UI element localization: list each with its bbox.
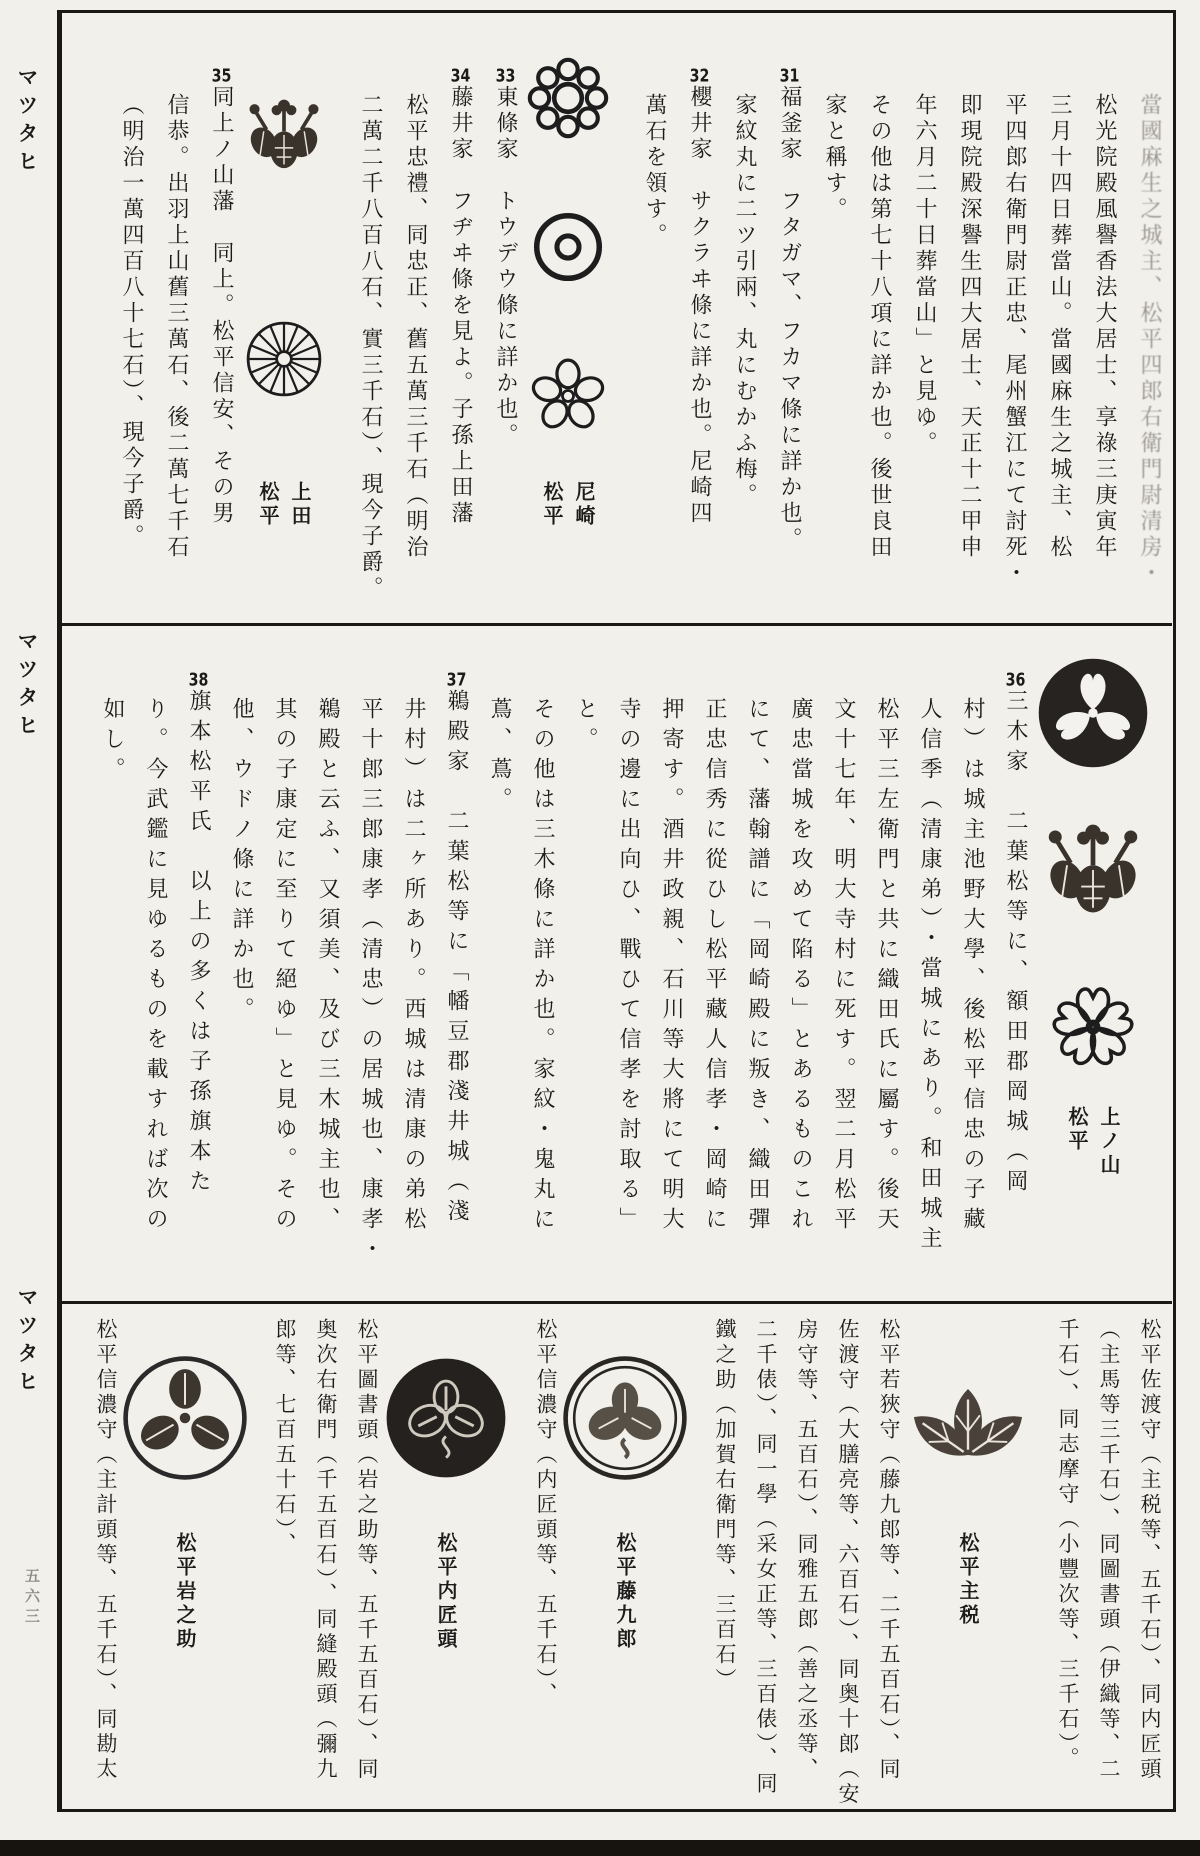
separator-line xyxy=(60,623,1172,626)
numbered-text-column: 31福釜家 フタガマ、フカマ條に詳か也。 xyxy=(777,67,802,553)
margin-label-matsutahi: マツタヒ xyxy=(15,1286,40,1398)
crest-icon-stack xyxy=(116,1352,254,1484)
text-column: 押寄す。酒井政親、石川等大將にて明大 xyxy=(659,697,684,1237)
crest-group xyxy=(1026,633,1160,1294)
text-column: 寺の邊に出向ひ、戰ひて信孝を討取る」 xyxy=(616,697,641,1237)
text-column: 村）は城主池野大學、後松平信忠の子藏 xyxy=(960,697,985,1237)
crest-icon-stack xyxy=(377,1352,515,1484)
text-column: 郎等、七百五十石）、 xyxy=(273,1318,297,1558)
crest-captions xyxy=(899,1532,1037,1628)
text-column: 松平信濃守（主計頭等、五千石）、同勘太 xyxy=(94,1318,118,1783)
text-column: 他、ウドノ條に詳か也。 xyxy=(229,697,254,1027)
page-number: 五六三 xyxy=(23,1568,41,1628)
band-3 xyxy=(60,1304,1172,1810)
band-1 xyxy=(60,13,1172,623)
text-column: 萬石を領す。 xyxy=(642,93,667,249)
item-number: 36 xyxy=(1005,671,1026,689)
text-column: 文十七年、明大寺村に死す。翌二月松平 xyxy=(831,697,856,1237)
crest-captions xyxy=(1026,1106,1160,1178)
text-column: 井村）は二ヶ所あり。西城は清康の弟松 xyxy=(401,697,426,1237)
text-column: と。 xyxy=(573,697,598,757)
margin-label-matsutahi: マツタヒ xyxy=(15,66,40,178)
text-column: その他は三木條に詳か也。家紋・鬼丸に xyxy=(530,697,555,1237)
crest-icon-stack xyxy=(232,23,336,471)
numbered-text-column: 38旗本松平氏 以上の多くは子孫旗本た xyxy=(186,671,211,1199)
text-column: 家紋丸に二ツ引兩、丸にむかふ梅。 xyxy=(732,93,757,509)
item-number: 38 xyxy=(188,671,209,689)
text-column: にて、藩翰譜に「岡崎殿に叛き、織田彈 xyxy=(745,697,770,1237)
text-column: 年六月二十日葬當山」と見ゆ。 xyxy=(912,93,937,457)
crest-group xyxy=(899,1310,1037,1804)
numbered-text-column: 36三木家 二葉松等に、額田郡岡城（岡 xyxy=(1003,671,1028,1199)
crest-caption: 上ノ山 xyxy=(1097,1106,1121,1178)
text-column: 鐵之助（加賀右衛門等、三百石） xyxy=(713,1318,737,1693)
text-column: 蔦、蔦。 xyxy=(487,697,512,817)
text-column: 即現院殿深譽生四大居士、天正十二甲申 xyxy=(957,93,982,561)
crest-icon-stack xyxy=(899,1352,1037,1484)
text-column: 千石）、同志摩守（小豐次等、三千石）。 xyxy=(1056,1318,1080,1772)
numbered-text-column: 34藤井家 フヂヰ條を見よ。子孫上田藩 xyxy=(448,67,473,527)
text-column: 其の子康定に至りて絕ゆ」と見ゆ。その xyxy=(272,697,297,1237)
item-number: 31 xyxy=(779,67,800,85)
crest-group xyxy=(556,1310,694,1804)
item-number: 34 xyxy=(450,67,471,85)
crest-captions xyxy=(377,1532,515,1652)
crest-group xyxy=(232,19,336,617)
text-column: 松平忠禮、同忠正、舊五萬三千石（明治 xyxy=(403,93,428,561)
kaji-leaf-crest-icon xyxy=(902,1352,1034,1484)
text-column: 松平三左衛門と共に織田氏に屬す。後天 xyxy=(874,697,899,1237)
text-column: 信恭。出羽上山舊三萬石、後二萬七千石 xyxy=(164,93,189,561)
kuro-maru-aoi-crest-icon xyxy=(380,1352,512,1484)
crest-caption: 松平主税 xyxy=(956,1532,980,1628)
kiku-crest-icon xyxy=(238,313,330,405)
maru-ni-katabami-crest-icon xyxy=(1034,654,1152,772)
text-column: 廣忠當城を攻めて陷る」とあるものこれ xyxy=(788,697,813,1237)
crest-group xyxy=(116,1310,254,1804)
text-column: 鵜殿と云ふ、又須美、及び三木城主也、 xyxy=(315,697,340,1237)
crest-captions xyxy=(116,1532,254,1652)
text-column: 正忠信秀に從ひし松平藏人信孝・岡崎に xyxy=(702,697,727,1237)
numbered-text-column: 33東條家 トウデウ條に詳か也。 xyxy=(493,67,518,449)
text-column: 平十郎三郎康孝（清忠）の居城也、康孝・ xyxy=(358,697,383,1267)
kiri-crest-icon xyxy=(1034,811,1152,929)
crest-captions xyxy=(516,481,620,529)
item-number: 33 xyxy=(495,67,516,85)
crest-caption: 松平 xyxy=(256,481,280,529)
text-column: 松平圖書頭（岩之助等、五千五百石）、同 xyxy=(355,1318,379,1783)
crest-caption: 松平岩之助 xyxy=(173,1532,197,1652)
crest-group xyxy=(516,19,620,617)
text-column: り。今武鑑に見ゆるものを載すれば次の xyxy=(143,697,168,1237)
maru-ni-mitsuba-crest-icon xyxy=(119,1352,251,1484)
text-column: （主馬等三千石）、同圖書頭（伊織等、二 xyxy=(1097,1318,1121,1783)
crest-caption: 松平 xyxy=(540,481,564,529)
text-column: 二萬二千八百八石、實三千石）、現今子爵。 xyxy=(358,93,383,602)
ume-blossom-crest-icon xyxy=(522,350,614,442)
item-number: 32 xyxy=(689,67,710,85)
text-column: 松平佐渡守（主税等、五千石）、同内匠頭 xyxy=(1138,1318,1162,1783)
kuyo-crest-icon xyxy=(522,52,614,144)
band-2 xyxy=(60,627,1172,1300)
text-column: その他は第七十八項に詳か也。後世良田 xyxy=(867,93,892,561)
crest-captions xyxy=(556,1532,694,1652)
text-column: 房守等、五百石）、同雅五郎（善之丞等、 xyxy=(795,1318,819,1783)
crest-icon-stack xyxy=(556,1352,694,1484)
numbered-text-column: 35同上ノ山藩 同上。松平信安、その男 xyxy=(209,67,234,527)
maru-ni-tsuru-aoi-crest-icon xyxy=(559,1352,691,1484)
scan-edge-bar xyxy=(0,1840,1200,1856)
numbered-text-column: 32櫻井家 サクラヰ條に詳か也。尼崎四 xyxy=(687,67,712,527)
text-column: 如し。 xyxy=(100,697,125,787)
crest-caption: 松平内匠頭 xyxy=(434,1532,458,1652)
text-column: 二千俵）、同一學（采女正等、三百俵）、同 xyxy=(754,1318,778,1797)
crest-caption: 上田 xyxy=(288,481,312,529)
text-column: 佐渡守（大膳亮等、六百石）、同奥十郎（安 xyxy=(836,1318,860,1808)
item-number: 37 xyxy=(446,671,467,689)
janome-crest-icon xyxy=(522,201,614,293)
text-column: 松平信濃守（内匠頭等、五千石）、 xyxy=(534,1318,558,1708)
text-column: 平四郎右衛門尉正忠、尾州蟹江にて討死・ xyxy=(1002,93,1027,587)
text-column: 松光院殿風譽香法大居士、享祿三庚寅年 xyxy=(1092,93,1117,561)
text-column: （明治一萬四百八十七石）、現今子爵。 xyxy=(119,93,144,550)
text-column: 家と稱す。 xyxy=(822,93,847,223)
crest-group xyxy=(377,1310,515,1804)
text-column: 當國麻生之城主、松平四郎右衛門尉清房・ xyxy=(1137,93,1162,587)
crest-captions xyxy=(232,481,336,529)
crest-caption: 尼崎 xyxy=(572,481,596,529)
text-column: 奥次右衛門（千五百石）、同縫殿頭（彌九 xyxy=(314,1318,338,1783)
text-column: 人信季（清康弟）・當城にあり。和田城主 xyxy=(917,697,942,1256)
crest-caption: 松平藤九郎 xyxy=(613,1532,637,1652)
crest-caption: 松平 xyxy=(1065,1106,1089,1154)
item-number: 35 xyxy=(211,67,232,85)
text-column: 松平若狹守（藤九郎等、二千五百石）、同 xyxy=(877,1318,901,1783)
kiri-crest-icon xyxy=(238,89,330,181)
crest-icon-stack xyxy=(1026,635,1160,1105)
numbered-text-column: 37鵜殿家 二葉松等に「幡豆郡淺井城（淺 xyxy=(444,671,469,1229)
margin-label-matsutahi: マツタヒ xyxy=(15,630,40,742)
sakura-crest-icon xyxy=(1034,968,1152,1086)
text-column: 三月十四日葬當山。當國麻生之城主、松 xyxy=(1047,93,1072,561)
crest-icon-stack xyxy=(516,23,620,471)
